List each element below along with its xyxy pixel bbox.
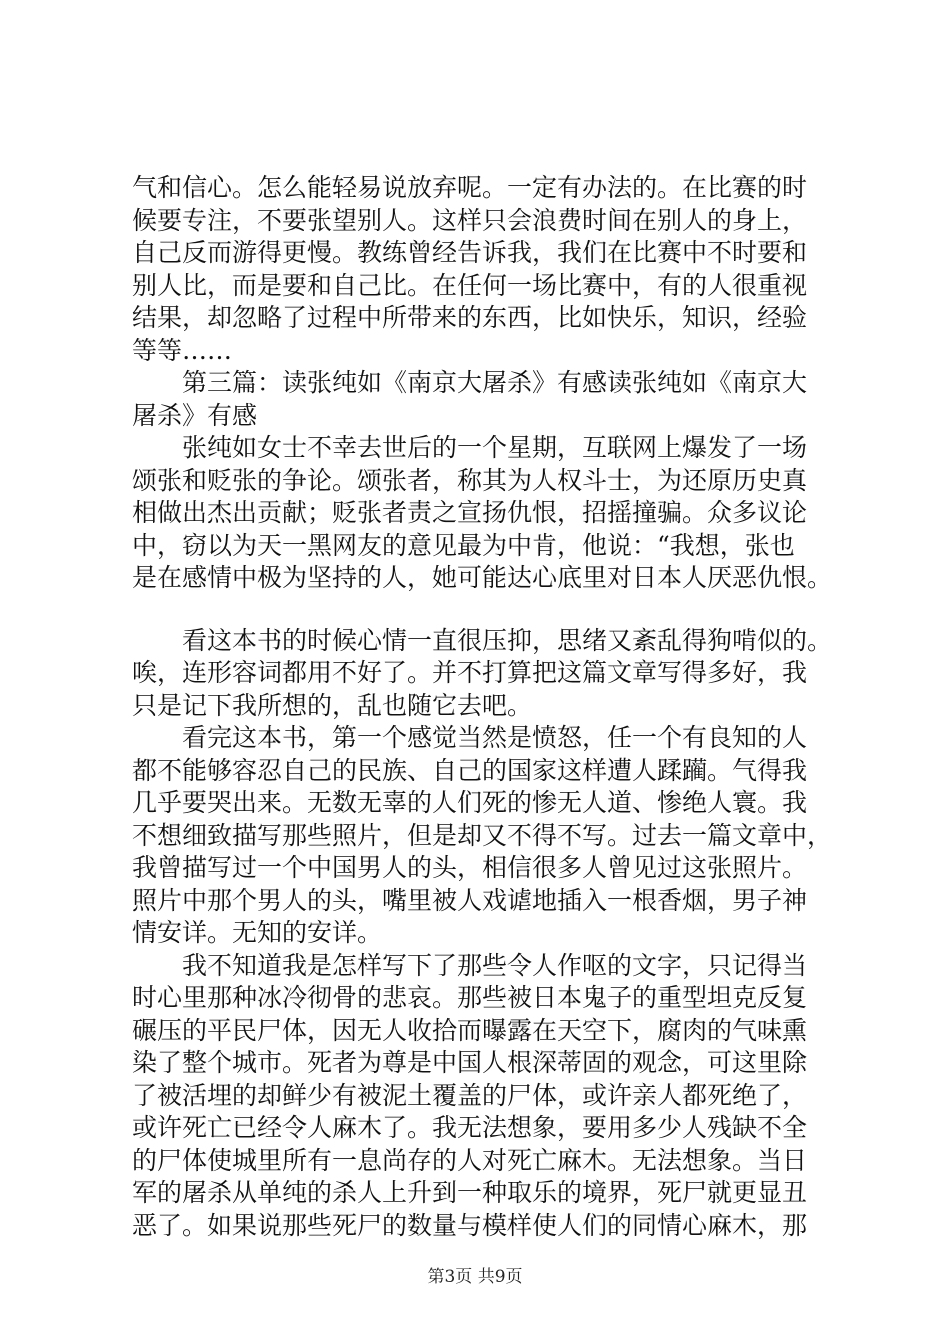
text-line: 相做出杰出贡献；贬张者责之宣扬仇恨，招摇撞骗。众多议论: [132, 498, 808, 527]
text-block-lower: [132, 625, 832, 1243]
text-line: 了被活埋的却鲜少有被泥土覆盖的尸体，或许亲人都死绝了，: [132, 1080, 808, 1110]
text-line: 或许死亡已经令人麻木了。我无法想象，要用多少人残缺不全: [132, 1113, 808, 1142]
text-line: 看完这本书，第一个感觉当然是愤怒，任一个有良知的人: [132, 723, 808, 752]
text-line: 时心里那种冰冷彻骨的悲哀。那些被日本鬼子的重型坦克反复: [132, 983, 808, 1012]
text-line: 不想细致描写那些照片，但是却又不得不写。过去一篇文章中，: [132, 820, 833, 850]
text-line: 染了整个城市。死者为尊是中国人根深蒂固的观念，可这里除: [132, 1048, 808, 1077]
text-line: 自己反而游得更慢。教练曾经告诉我，我们在比赛中不时要和: [132, 238, 808, 267]
text-line: 气和信心。怎么能轻易说放弃呢。一定有办法的。在比赛的时: [132, 173, 808, 202]
paragraph-gap: [132, 595, 832, 625]
text-line: 别人比，而是要和自己比。在任何一场比赛中，有的人很重视: [132, 270, 808, 300]
text-line: 我不知道我是怎样写下了那些令人作呕的文字，只记得当: [132, 950, 808, 980]
section-heading-line: 屠杀》有感: [132, 400, 258, 430]
text-line: 唉，连形容词都用不好了。并不打算把这篇文章写得多好，我: [132, 658, 808, 687]
text-line: 中，窃以为天一黑网友的意见最为中肯，他说：“我想，张也: [132, 530, 795, 560]
text-line: 我曾描写过一个中国男人的头，相信很多人曾见过这张照片。: [132, 853, 808, 882]
text-line: 颂张和贬张的争论。颂张者，称其为人权斗士，为还原历史真: [132, 465, 808, 495]
page-number-label: 第3页 共9页: [427, 1267, 523, 1287]
text-line: 军的屠杀从单纯的杀人上升到一种取乐的境界，死尸就更显丑: [132, 1178, 808, 1207]
text-line: 张纯如女士不幸去世后的一个星期，互联网上爆发了一场: [132, 433, 808, 462]
text-line: 只是记下我所想的，乱也随它去吧。: [132, 690, 533, 720]
page-footer: [0, 1262, 950, 1287]
text-line: 几乎要哭出来。无数无辜的人们死的惨无人道、惨绝人寰。我: [132, 788, 808, 817]
text-line: 情安详。无知的安详。: [132, 918, 383, 947]
text-line: 等等……: [132, 335, 233, 365]
text-line: 照片中那个男人的头，嘴里被人戏谑地插入一根香烟，男子神: [132, 885, 808, 915]
text-line: 都不能够容忍自己的民族、自己的国家这样遭人蹂躏。气得我: [132, 755, 808, 785]
text-line: 看这本书的时候心情一直很压抑，思绪又紊乱得狗啃似的。: [132, 625, 833, 655]
text-line: 恶了。如果说那些死尸的数量与模样使人们的同情心麻木，那: [132, 1210, 808, 1240]
section-heading-line: 第三篇：读张纯如《南京大屠杀》有感读张纯如《南京大: [132, 368, 808, 397]
text-line: 是在感情中极为坚持的人，她可能达心底里对日本人厌恶仇恨。: [132, 563, 833, 592]
text-line: 结果，却忽略了过程中所带来的东西，比如快乐，知识，经验: [132, 303, 808, 332]
text-line: 碾压的平民尸体，因无人收拾而曝露在天空下，腐肉的气味熏: [132, 1015, 808, 1045]
text-line: 候要专注，不要张望别人。这样只会浪费时间在别人的身上，: [132, 205, 808, 235]
document-body: [132, 172, 832, 1242]
text-block-upper: [132, 172, 832, 595]
text-line: 的尸体使城里所有一息尚存的人对死亡麻木。无法想象。当日: [132, 1145, 808, 1175]
